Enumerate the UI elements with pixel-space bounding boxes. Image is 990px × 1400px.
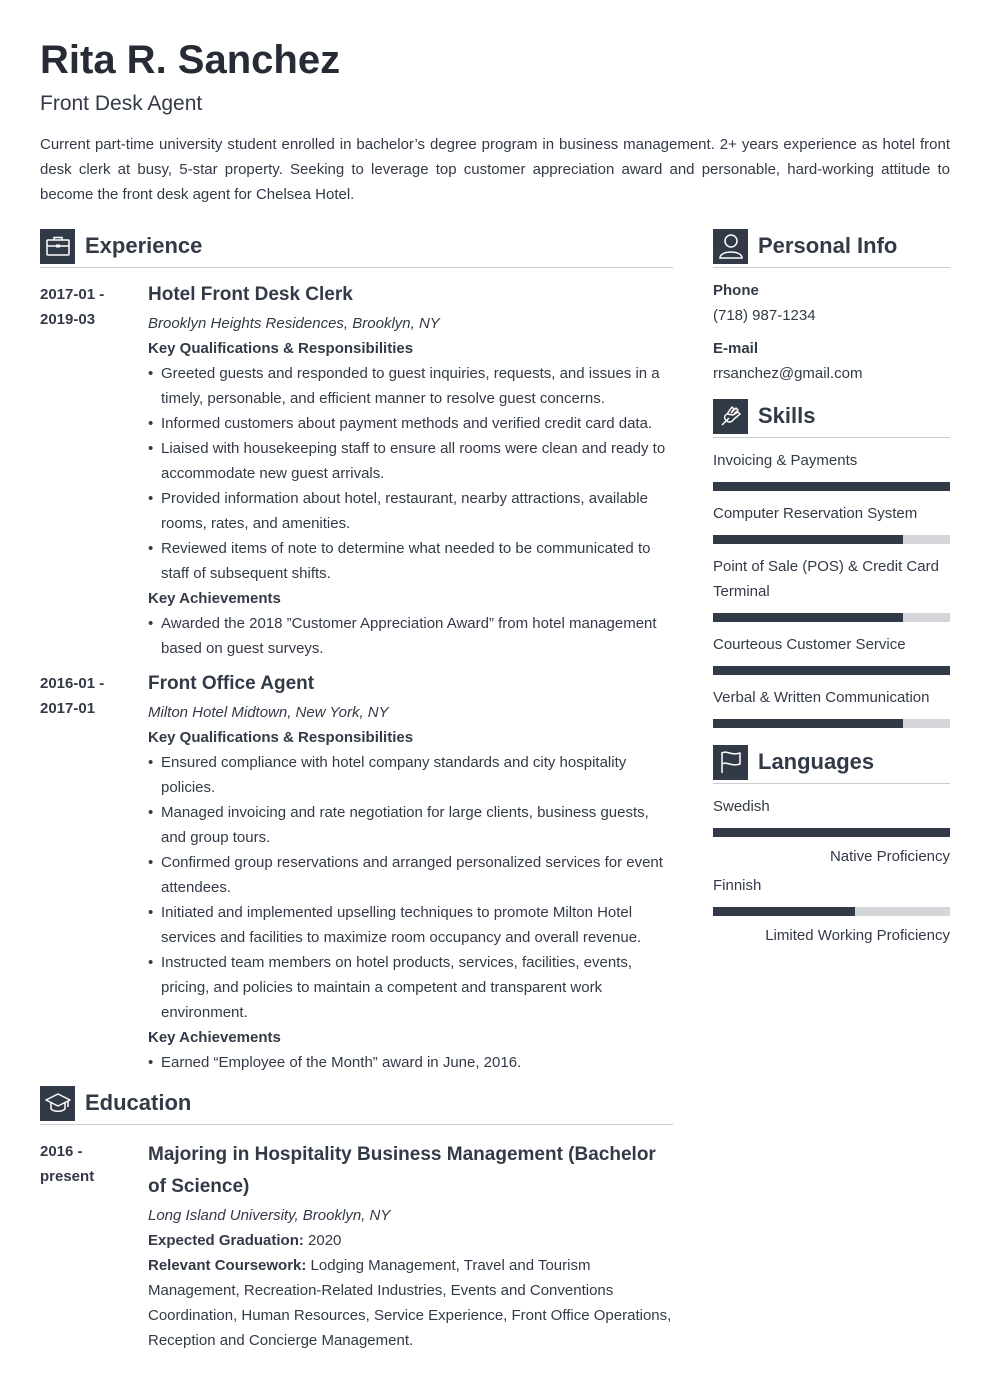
list-item: • Earned “Employee of the Month” award in June, 2016. [148, 1050, 673, 1075]
skill-name: Invoicing & Payments [713, 452, 858, 469]
experience-title: Experience [85, 233, 203, 258]
job-entry [40, 671, 673, 1075]
responsibilities-heading: Key Qualifications & Responsibilities [148, 729, 414, 746]
languages-header [713, 744, 950, 784]
skill-bar [713, 535, 950, 544]
job-date-start: 2017-01 - [40, 286, 105, 303]
list-item: • Instructed team members on hotel products, services, facilities, events, pricing, and policies to maintain a competent and transparent work environment. [148, 950, 673, 1025]
achievements-list [148, 1050, 673, 1075]
education-date [40, 1139, 148, 1353]
list-item: • Informed customers about payment methods and verified credit card data. [148, 411, 673, 436]
job-place: Brooklyn Heights Residences, Brooklyn, NY [148, 315, 440, 332]
language-level: Limited Working Proficiency [765, 927, 950, 944]
job-date-end: 2017-01 [40, 700, 96, 717]
job-date-end: 2019-03 [40, 311, 96, 328]
language-bar [713, 907, 950, 916]
skill-name: Courteous Customer Service [713, 636, 906, 653]
candidate-name: Rita R. Sanchez [40, 38, 341, 82]
hand-icon [713, 399, 748, 434]
education-date-end: present [40, 1168, 95, 1185]
email-value: rrsanchez@gmail.com [713, 365, 863, 382]
language-bar-fill [713, 828, 950, 837]
coursework-value: Lodging Management, Travel and Tourism Management, Recreation-Related Industries, Events and Conventions Coordination, Human Resources, Service Experience, Front Office Operations, Reception and Concierge Management. [148, 1257, 672, 1349]
skill-bar [713, 613, 950, 622]
skill-bar-fill [713, 666, 950, 675]
achievements-list [148, 611, 673, 661]
phone-label: Phone [713, 282, 759, 299]
graduation-label: Expected Graduation: [148, 1232, 304, 1249]
education-entry [40, 1139, 673, 1353]
list-item: • Ensured compliance with hotel company standards and city hospitality policies. [148, 750, 673, 800]
skill-name: Point of Sale (POS) & Credit Card Terminal [713, 558, 939, 600]
list-item: • Initiated and implemented upselling techniques to promote Milton Hotel services and facilities to maximize room occupancy and overall revenue. [148, 900, 673, 950]
graduation-value: 2020 [303, 1232, 342, 1249]
skill-item [713, 554, 950, 622]
education-date-start: 2016 - [40, 1143, 83, 1160]
school-name: Long Island University, Brooklyn, NY [148, 1207, 391, 1224]
education-content [148, 1139, 673, 1353]
skills-title: Skills [758, 403, 816, 428]
list-item: • Reviewed items of note to determine what needed to be communicated to staff of subsequent shifts. [148, 536, 673, 586]
responsibilities-heading: Key Qualifications & Responsibilities [148, 340, 414, 357]
job-title: Hotel Front Desk Clerk [148, 284, 353, 305]
skill-item [713, 501, 950, 544]
list-item: • Managed invoicing and rate negotiation for large clients, business guests, and group tours. [148, 800, 673, 850]
job-content [148, 671, 673, 1075]
personal-info-title: Personal Info [758, 233, 898, 258]
language-name: Swedish [713, 798, 770, 815]
list-item: • Greeted guests and responded to guest inquiries, requests, and issues in a timely, personable, and efficient manner to resolve guest concerns. [148, 361, 673, 411]
degree-title: Majoring in Hospitality Business Management (Bachelor of Science) [148, 1144, 656, 1197]
flag-icon [713, 745, 748, 780]
languages-title: Languages [758, 749, 875, 774]
coursework-label: Relevant Coursework: [148, 1257, 307, 1274]
personal-info-header [713, 228, 950, 268]
experience-header [40, 228, 673, 268]
job-place: Milton Hotel Midtown, New York, NY [148, 704, 389, 721]
job-entry [40, 282, 673, 661]
relevant-coursework [148, 1253, 673, 1353]
expected-graduation [148, 1228, 673, 1253]
achievements-heading: Key Achievements [148, 1029, 281, 1046]
list-item: • Liaised with housekeeping staff to ensure all rooms were clean and ready to accommodate new guest arrivals. [148, 436, 673, 486]
job-date [40, 671, 148, 1075]
person-icon [713, 229, 748, 264]
phone-value: (718) 987-1234 [713, 307, 816, 324]
language-name: Finnish [713, 877, 762, 894]
language-item [713, 794, 950, 869]
list-item: • Provided information about hotel, restaurant, nearby attractions, available rooms, rates, and amenities. [148, 486, 673, 536]
email-label: E-mail [713, 340, 759, 357]
education-header [40, 1085, 673, 1125]
skill-bar-fill [713, 613, 903, 622]
skill-item [713, 448, 950, 491]
list-item: • Confirmed group reservations and arranged personalized services for event attendees. [148, 850, 673, 900]
achievements-heading: Key Achievements [148, 590, 281, 607]
responsibilities-list [148, 750, 673, 1025]
language-level: Native Proficiency [829, 848, 950, 865]
skills-header [713, 398, 950, 438]
skill-bar [713, 666, 950, 675]
skill-bar-fill [713, 482, 950, 491]
education-title: Education [85, 1090, 192, 1115]
list-item: • Awarded the 2018 ”Customer Appreciation Award” from hotel management based on guest surveys. [148, 611, 673, 661]
skill-name: Computer Reservation System [713, 505, 918, 522]
summary: Current part-time university student enrolled in bachelor’s degree program in business management. 2+ years experience as hotel front desk clerk at busy, 5-star property. Seeking to leverage top customer appreciation award and personable, hard-working attitude to become the front desk agent for Chelsea Hotel. [40, 136, 950, 203]
language-bar-fill [713, 907, 855, 916]
responsibilities-list [148, 361, 673, 586]
left-column [40, 228, 673, 1353]
job-title: Front Office Agent [148, 673, 315, 694]
graduation-cap-icon [40, 1086, 75, 1121]
skill-item [713, 632, 950, 675]
right-column [713, 228, 950, 948]
briefcase-icon [40, 229, 75, 264]
skill-item [713, 685, 950, 728]
job-date [40, 282, 148, 661]
job-role: Front Desk Agent [40, 92, 203, 115]
skill-bar-fill [713, 535, 903, 544]
skill-bar [713, 482, 950, 491]
skill-name: Verbal & Written Communication [713, 689, 930, 706]
language-item [713, 873, 950, 948]
skill-bar-fill [713, 719, 903, 728]
job-content [148, 282, 673, 661]
job-date-start: 2016-01 - [40, 675, 105, 692]
language-bar [713, 828, 950, 837]
skill-bar [713, 719, 950, 728]
skills-list [713, 448, 950, 728]
